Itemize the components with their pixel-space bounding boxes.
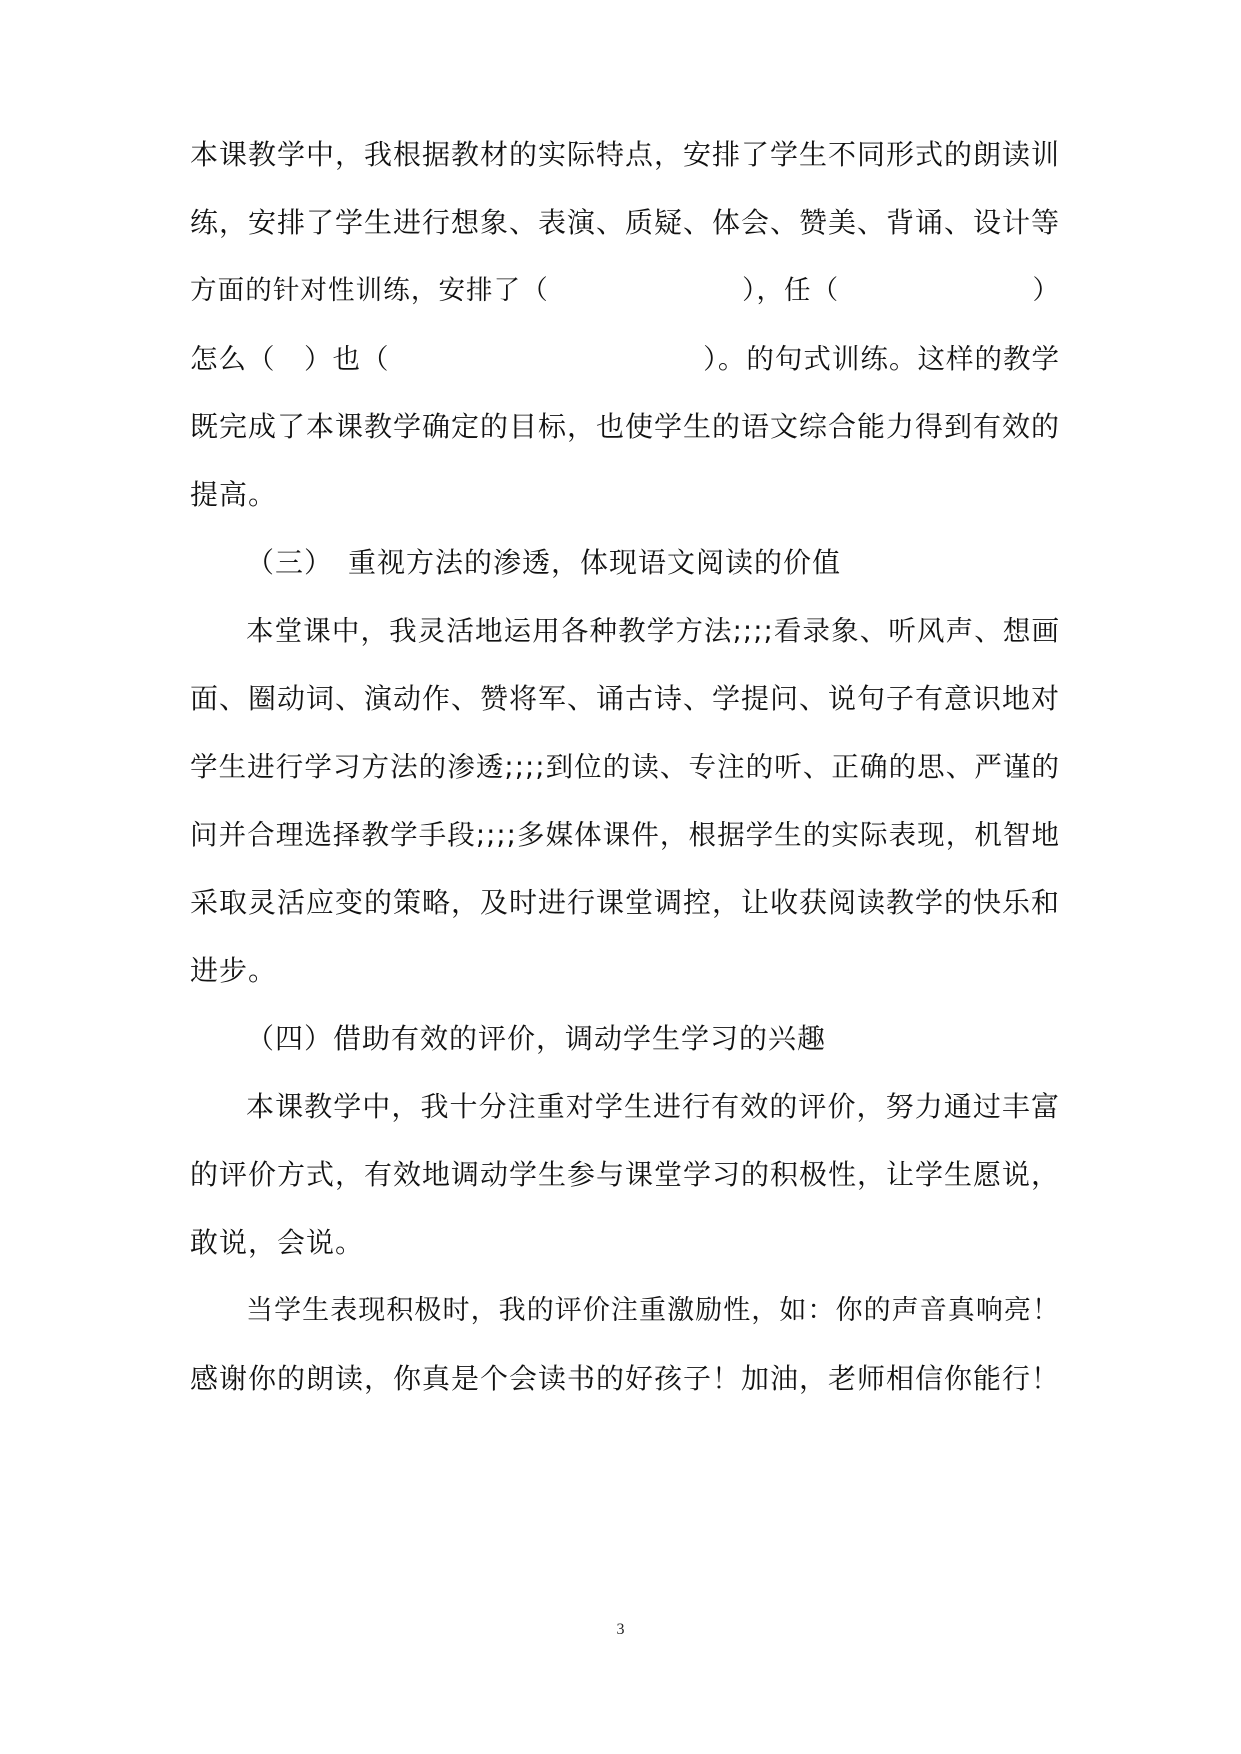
paragraph-line: 怎么（ ）也（ ）。的句式训练。这样的教学	[190, 343, 1060, 375]
paragraph-line: 本课教学中，我根据教材的实际特点，安排了学生不同形式的朗读训	[190, 138, 1061, 171]
paragraph-line: 问并合理选择教学手段;;;;多媒体课件，根据学生的实际表现，机智地	[190, 819, 1060, 851]
paragraph-line: 练，安排了学生进行想象、表演、质疑、体会、赞美、背诵、设计等	[190, 206, 1061, 239]
paragraph-line: 面、圈动词、演动作、赞将军、诵古诗、学提问、说句子有意识地对	[190, 682, 1061, 715]
section-heading: （四）借助有效的评价，调动学生学习的兴趣	[246, 1022, 827, 1055]
paragraph-line: 进步。	[190, 954, 278, 987]
paragraph-line: 敢说，会说。	[190, 1226, 365, 1259]
paragraph-line: 方面的针对性训练，安排了（ ），任（ ）	[190, 275, 1060, 306]
paragraph-line: 提高。	[190, 478, 278, 511]
page-number: 3	[616, 1621, 625, 1638]
paragraph-line: 学生进行学习方法的渗透;;;;到位的读、专注的听、正确的思、严谨的	[190, 751, 1060, 783]
section-heading: （三） 重视方法的渗透，体现语文阅读的价值	[246, 546, 842, 579]
paragraph-line: 感谢你的朗读，你真是个会读书的好孩子！加油，老师相信你能行！	[190, 1362, 1061, 1395]
paragraph-line: 采取灵活应变的策略，及时进行课堂调控，让收获阅读教学的快乐和	[190, 886, 1061, 919]
paragraph-line: 的评价方式，有效地调动学生参与课堂学习的积极性，让学生愿说，	[190, 1158, 1061, 1191]
paragraph-line: 既完成了本课教学确定的目标，也使学生的语文综合能力得到有效的	[190, 410, 1061, 443]
paragraph-line: 本课教学中，我十分注重对学生进行有效的评价，努力通过丰富	[246, 1090, 1060, 1123]
paragraph-line: 当学生表现积极时，我的评价注重激励性，如：你的声音真响亮！	[246, 1295, 1060, 1326]
paragraph-line: 本堂课中，我灵活地运用各种教学方法;;;;看录象、听风声、想画	[246, 615, 1060, 647]
